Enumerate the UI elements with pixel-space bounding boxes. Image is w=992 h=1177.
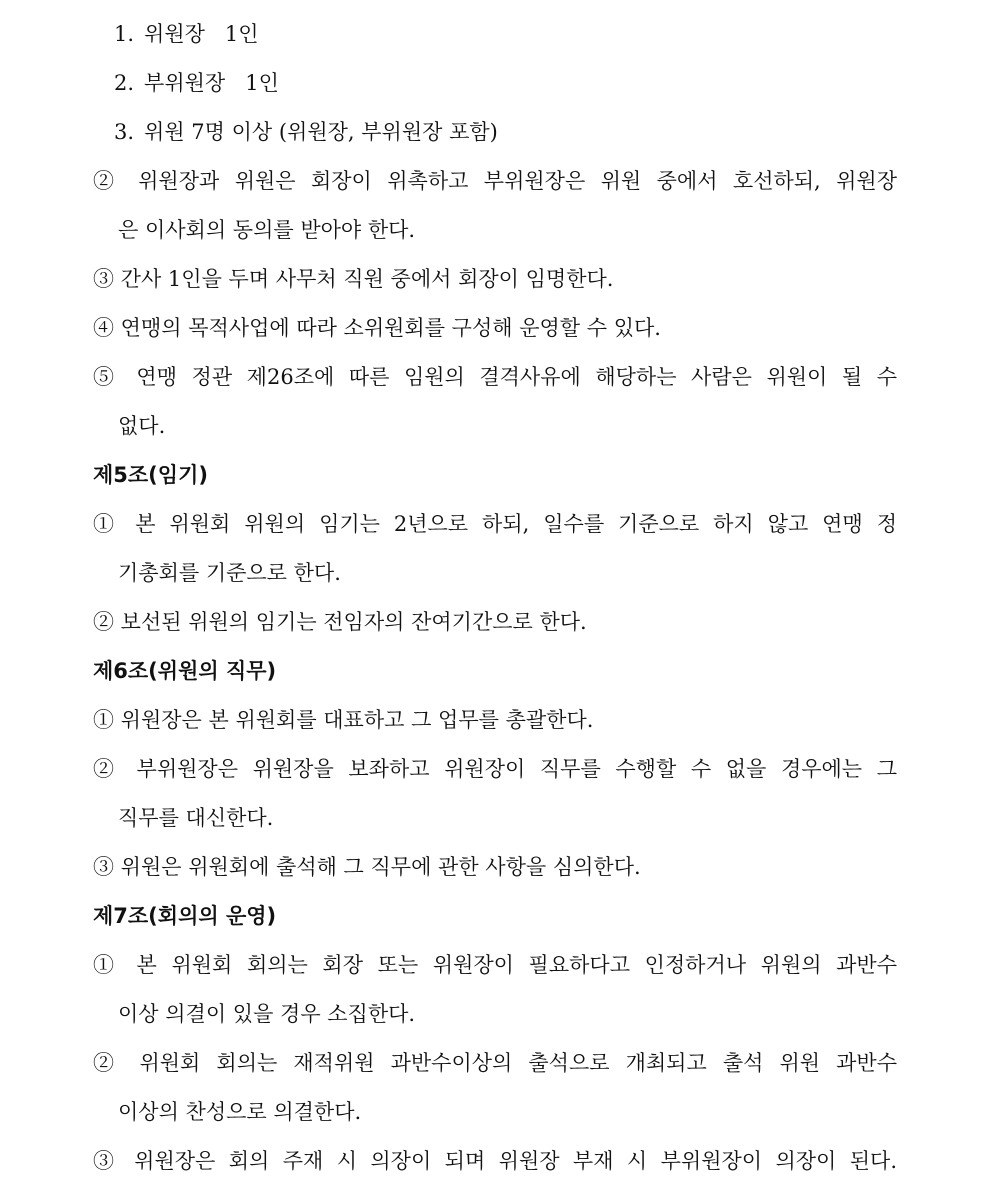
paragraph: ① 위원장은 본 위원회를 대표하고 그 업무를 총괄한다. <box>93 708 594 732</box>
paragraph: ① 본 위원회 위원의 임기는 2년으로 하되, 일수를 기준으로 하지 않고 연맹 정 <box>93 512 897 536</box>
list-item: 1. 위원장 1인 <box>114 22 259 46</box>
paragraph: ③ 간사 1인을 두며 사무처 직원 중에서 회장이 임명한다. <box>93 267 614 291</box>
paragraph: ⑤ 연맹 정관 제26조에 따른 임원의 결격사유에 해당하는 사람은 위원이 될 수 <box>93 365 897 389</box>
article-heading: 제5조(임기) <box>93 463 208 487</box>
paragraph: ② 부위원장은 위원장을 보좌하고 위원장이 직무를 수행할 수 없을 경우에는 그 <box>93 757 897 781</box>
paragraph: ② 보선된 위원의 임기는 전임자의 잔여기간으로 한다. <box>93 610 587 634</box>
article-heading: 제7조(회의의 운영) <box>93 904 277 928</box>
list-item: 3. 위원 7명 이상 (위원장, 부위원장 포함) <box>114 120 498 144</box>
paragraph-continuation: 없다. <box>118 414 166 438</box>
paragraph-continuation: 직무를 대신한다. <box>118 806 274 830</box>
paragraph: ③ 위원장은 회의 주재 시 의장이 되며 위원장 부재 시 부위원장이 의장이 된다. <box>93 1149 897 1173</box>
paragraph: ① 본 위원회 회의는 회장 또는 위원장이 필요하다고 인정하거나 위원의 과반수 <box>93 953 897 977</box>
paragraph: ③ 위원은 위원회에 출석해 그 직무에 관한 사항을 심의한다. <box>93 855 641 879</box>
list-item: 2. 부위원장 1인 <box>114 71 279 95</box>
paragraph-continuation: 은 이사회의 동의를 받아야 한다. <box>118 218 416 242</box>
paragraph: ② 위원장과 위원은 회장이 위촉하고 부위원장은 위원 중에서 호선하되, 위원장 <box>93 169 897 193</box>
article-heading: 제6조(위원의 직무) <box>93 659 277 683</box>
paragraph-continuation: 이상 의결이 있을 경우 소집한다. <box>118 1002 416 1026</box>
paragraph-continuation: 기총회를 기준으로 한다. <box>118 561 341 585</box>
paragraph-continuation: 이상의 찬성으로 의결한다. <box>118 1100 362 1124</box>
paragraph: ② 위원회 회의는 재적위원 과반수이상의 출석으로 개최되고 출석 위원 과반수 <box>93 1051 897 1075</box>
paragraph: ④ 연맹의 목적사업에 따라 소위원회를 구성해 운영할 수 있다. <box>93 316 661 340</box>
